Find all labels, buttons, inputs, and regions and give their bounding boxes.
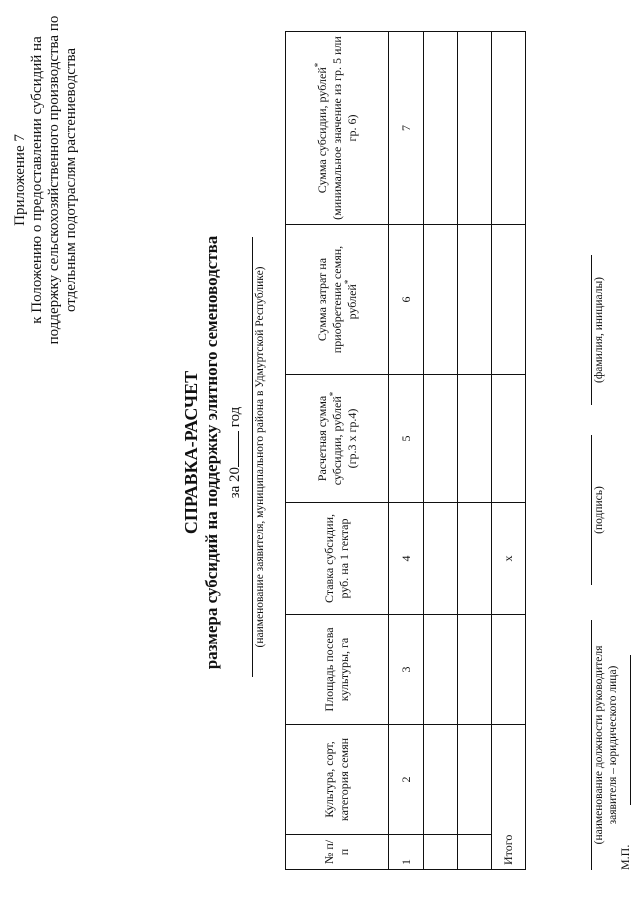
header-number: № п/п bbox=[286, 835, 389, 870]
column-number-cell: 4 bbox=[389, 503, 424, 615]
document-subtitle: размера субсидий на поддержку элитного семеноводства bbox=[202, 235, 221, 670]
table-cell[interactable] bbox=[458, 615, 492, 725]
year-blank-field[interactable] bbox=[224, 431, 239, 467]
table-cell[interactable] bbox=[458, 503, 492, 615]
column-number-cell: 5 bbox=[389, 375, 424, 503]
table-cell[interactable] bbox=[424, 725, 458, 835]
signature-caption: (подпись) bbox=[593, 486, 605, 534]
header-subsidy-sum: Сумма субсидии, рублей* (минимальное значение из гр. 5 или гр. 6) bbox=[286, 32, 389, 225]
document-title: СПРАВКА-РАСЧЕТ bbox=[181, 370, 201, 535]
total-rate-mark: х bbox=[492, 503, 526, 615]
table-cell[interactable] bbox=[424, 503, 458, 615]
header-calculated-sum: Расчетная сумма субсидии, рублей* (гр.3 х гр.4) bbox=[286, 375, 389, 503]
year-line bbox=[224, 0, 244, 905]
table-cell[interactable] bbox=[492, 615, 526, 725]
table-cell[interactable] bbox=[492, 375, 526, 503]
table-cell[interactable] bbox=[424, 225, 458, 375]
column-number-cell: 3 bbox=[389, 615, 424, 725]
table-cell[interactable] bbox=[458, 835, 492, 870]
header-seed-costs: Сумма затрат на приобретение семян, рублей* bbox=[286, 225, 389, 375]
table-cell[interactable] bbox=[424, 615, 458, 725]
applicant-caption: (наименование заявителя, муниципального района в Удмуртской Республике) bbox=[254, 266, 266, 648]
header-crop: Культура, сорт, категория семян bbox=[286, 725, 389, 835]
table-row bbox=[389, 32, 424, 870]
header-area: Площадь посева культуры, га bbox=[286, 615, 389, 725]
table-cell[interactable] bbox=[458, 225, 492, 375]
table-cell[interactable] bbox=[492, 32, 526, 225]
position-caption: (наименование должности руководителя заявителя – юридического лица) bbox=[593, 645, 619, 845]
appendix-header bbox=[12, 15, 80, 345]
stamp-line[interactable] bbox=[630, 655, 631, 805]
table-total-row bbox=[492, 32, 526, 870]
year-suffix: год bbox=[227, 406, 243, 428]
total-label: Итого bbox=[492, 725, 526, 870]
column-number-cell: 6 bbox=[389, 225, 424, 375]
year-prefix: за 20 bbox=[227, 466, 243, 499]
table-cell[interactable] bbox=[458, 725, 492, 835]
column-number-cell: 2 bbox=[389, 725, 424, 835]
calculation-table bbox=[285, 31, 526, 870]
table-row bbox=[424, 32, 458, 870]
table-cell[interactable] bbox=[424, 375, 458, 503]
table-cell[interactable] bbox=[424, 835, 458, 870]
table-cell[interactable] bbox=[458, 375, 492, 503]
column-number-cell: 7 bbox=[389, 32, 424, 225]
table-cell[interactable] bbox=[458, 32, 492, 225]
table-row bbox=[458, 32, 492, 870]
appendix-ref-line-2: поддержку сельскохозяйственного производства по bbox=[46, 15, 62, 345]
table-cell[interactable] bbox=[424, 32, 458, 225]
stamp-label: М.П. bbox=[618, 844, 632, 870]
table-header-row bbox=[286, 32, 389, 870]
table-cell[interactable] bbox=[492, 225, 526, 375]
name-caption: (фамилия, инициалы) bbox=[593, 276, 605, 384]
appendix-ref-line-1: к Положению о предоставлении субсидий на bbox=[29, 36, 45, 324]
column-number-cell: 1 bbox=[389, 835, 424, 870]
header-rate: Ставка субсидии, руб. на 1 гектар bbox=[286, 503, 389, 615]
appendix-ref-line-3: отдельным подотраслям растениеводства bbox=[63, 48, 79, 313]
appendix-number: Приложение 7 bbox=[12, 134, 28, 226]
